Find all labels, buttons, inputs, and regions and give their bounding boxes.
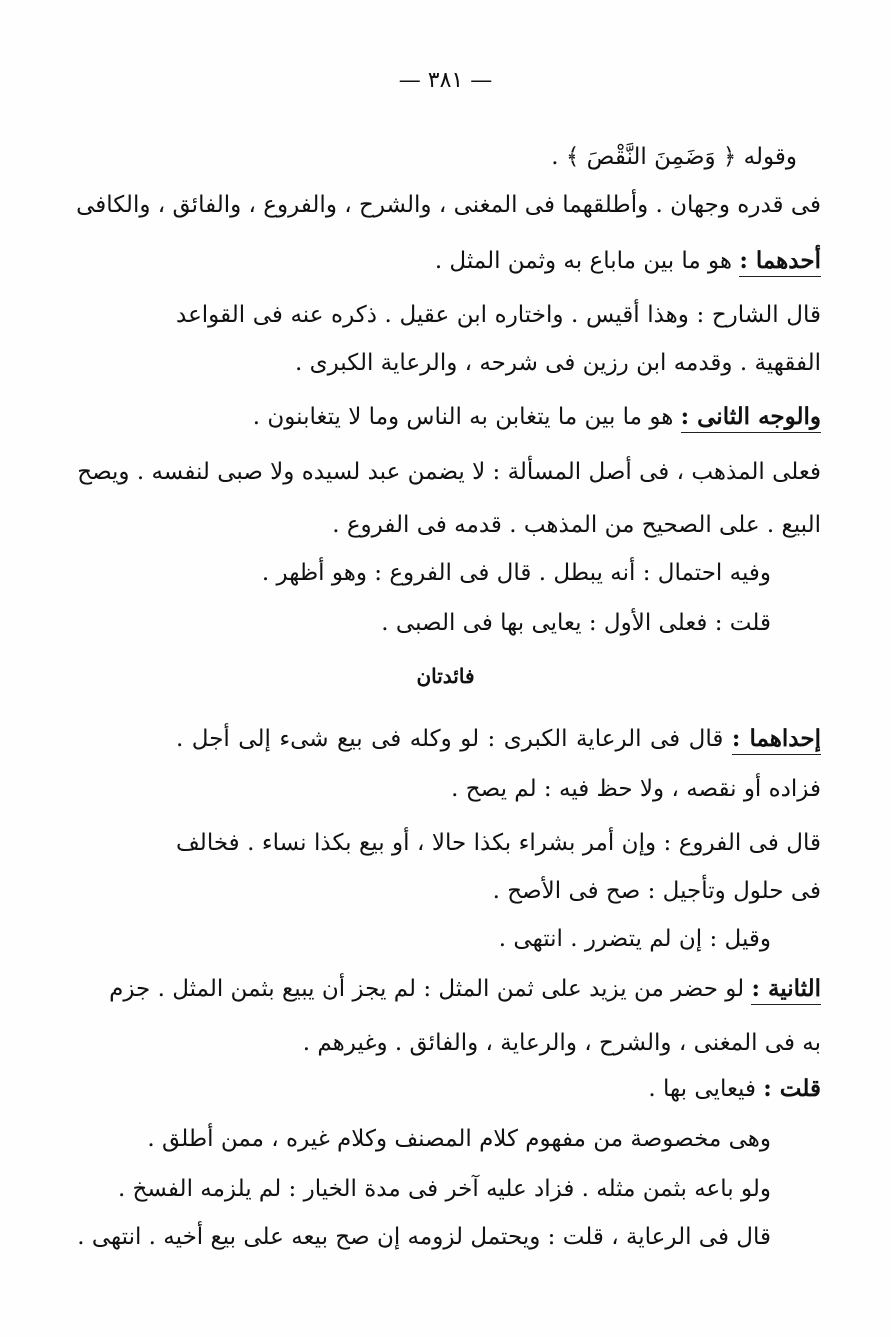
text-line [253,400,821,434]
line-text: قال فى الرعاية الكبرى : لو وكله فى بيع شىء إلى أجل . [176,726,732,752]
line-text: وفيه احتمال : أنه يبطل . قال فى الفروع : وهو أظهر . [261,560,771,586]
line-text: قال الشارح : وهذا أقيس . واختاره ابن عقيل . ذكره عنه فى القواعد [176,302,821,328]
text-line [451,772,821,806]
text-line [499,922,771,956]
line-heading: قلت : [763,1075,821,1102]
line-heading: إحداهما : [732,725,821,755]
line-text: فى حلول وتأجيل : صح فى الأصح . [492,878,821,904]
text-line [551,140,797,174]
text-line [648,1072,821,1106]
text-line [435,244,821,278]
text-line [76,188,821,222]
text-line [295,346,821,380]
line-text: البيع . على الصحيح من المذهب . قدمه فى الفروع . [332,512,821,538]
text-line [381,606,771,640]
line-text: هو ما بين ما يتغابن به الناس وما لا يتغابنون . [252,404,681,430]
line-text: قال فى الفروع : وإن أمر بشراء بكذا حالا ، أو بيع بكذا نساء . فخالف [176,830,821,856]
line-heading: الثانية : [751,975,821,1005]
text-line [176,826,821,860]
text-line [109,972,821,1006]
text-line [303,1026,821,1060]
text-line [147,1122,771,1156]
line-text: قلت : فعلى الأول : يعايى بها فى الصبى . [381,610,771,636]
page-number: — ٣٨١ — [398,68,493,93]
line-text: وقيل : إن لم يتضرر . انتهى . [498,926,771,952]
line-text: وقوله ﴿ وَضَمِنَ النَّقْصَ ﴾ . [551,144,797,170]
line-text: الفقهية . وقدمه ابن رزين فى شرحه ، والرعاية الكبرى . [294,350,821,376]
line-text: فيعايى بها . [648,1076,764,1102]
text-line [118,1172,771,1206]
line-text: لو حضر من يزيد على ثمن المثل : لم يجز أن يبيع بثمن المثل . جزم [109,976,752,1002]
text-line [176,722,821,756]
text-line [262,556,771,590]
text-line [77,1220,771,1254]
line-text: فى قدره وجهان . وأطلقهما فى المغنى ، والشرح ، والفروع ، والفائق ، والكافى [76,192,821,218]
line-text: هو ما بين ماباع به وثمن المثل . [434,248,740,274]
text-line [493,874,821,908]
line-text: قال فى الرعاية ، قلت : ويحتمل لزومه إن صح بيعه على بيع أخيه . انتهى . [77,1224,771,1250]
line-text: به فى المغنى ، والشرح ، والرعاية ، والفائق . وغيرهم . [302,1030,821,1056]
section-heading: فائدتان [416,664,475,688]
line-heading: أحدهما : [739,247,821,277]
line-text: فعلى المذهب ، فى أصل المسألة : لا يضمن عبد لسيده ولا صبى لنفسه . ويصح [77,459,821,485]
text-line [332,508,821,542]
line-heading: والوجه الثانى : [681,403,821,433]
text-line [176,298,821,332]
line-text: فزاده أو نقصه ، ولا حظ فيه : لم يصح . [451,776,821,802]
text-line [77,455,821,489]
line-text: ولو باعه بثمن مثله . فزاد عليه آخر فى مدة الخيار : لم يلزمه الفسخ . [117,1176,771,1202]
line-text: وهى مخصوصة من مفهوم كلام المصنف وكلام غيره ، ممن أطلق . [147,1126,771,1152]
